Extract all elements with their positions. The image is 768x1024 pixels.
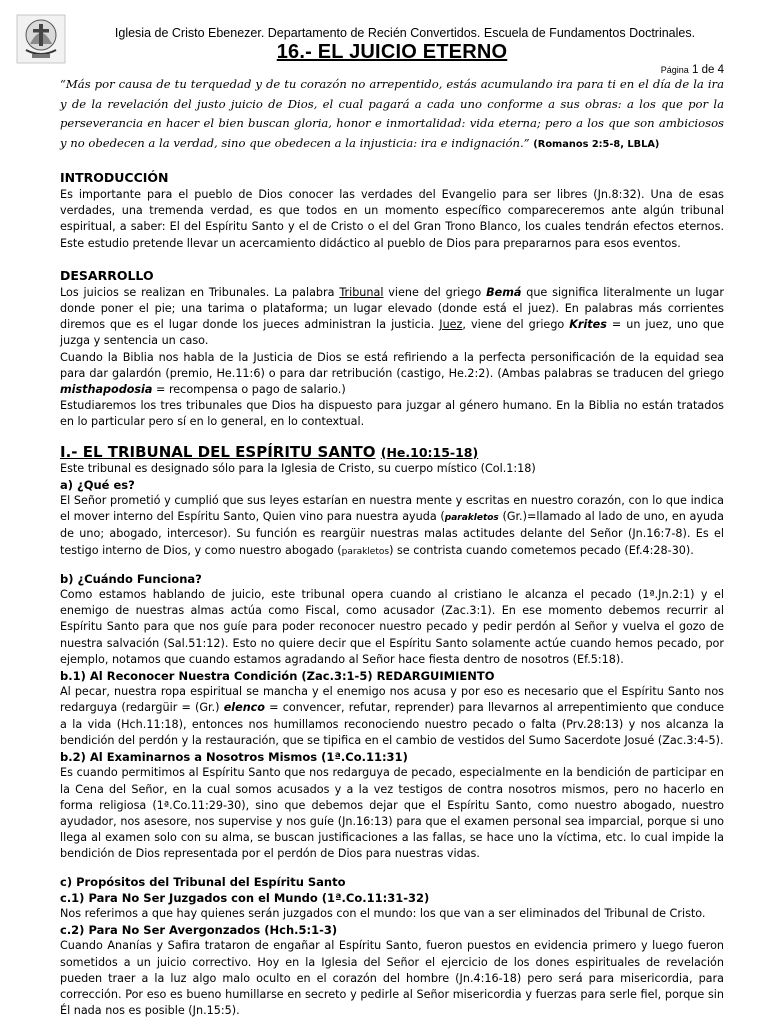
page-title: 16.- EL JUICIO ETERNO bbox=[276, 41, 508, 63]
document-page bbox=[60, 14, 724, 1019]
page-count: 1 de 4 bbox=[692, 64, 724, 76]
subsection-b-text: Como estamos hablando de juicio, este tribunal opera cuando al cristiano le alcanza el pecado (1ª.Jn.2:1) y el enemigo de nuestras almas actúa como Fiscal, como acusador (Zac.3:1). En ese momento debemos recurrir al Espíritu Santo para que nos guíe para poder reconocer nuestro pecado y pedir perdón al Señor y vuelva el gozo de nuestra salvación (Sal.51:12). Esto no quiere decir que el Espíritu Santo solamente actúe cuando hemos pecado, por ejemplo, notamos que cuando estamos agradando al Señor hace fiesta dentro de nosotros (Ef.5:18). bbox=[60, 588, 724, 666]
subsection-b2-text: Es cuando permitimos al Espíritu Santo que nos redarguya de pecado, especialmente en la bendición de participar en la Cena del Señor, en la cual somos acusados y a la vez testigos de contra nosotros mismos, pero no hacerlo en forma religiosa (1ª.Co.11:29-30), sino que debemos dejar que el Espíritu Santo, como nuestro abogado, nuestro ayudador, nos asesore, nos supervise y nos guíe (Jn.16:13) para que el examen personal sea imparcial, porque si uno llega al examen solo con su alma, se buscan justificaciones a las fallas, se hace uno la víctima, etc. lo cual impide la bendición de Dios representada por el perdón de Dios para nuestras vidas. bbox=[60, 766, 724, 861]
term-parakletos-2: parakletos bbox=[341, 546, 390, 557]
subsection-a-text: El Señor prometió y cumplió que sus leyes estarían en nuestra mente y escritas en nuestro corazón, con lo que indica el mover interno del Espíritu Santo, Quien vino para nuestra ayuda (parakletos (Gr.)=llamado al lado de uno, en ayuda de uno; abogado, intercesor). Su función es reargüir nuestras malas actitudes delante del Señor (Jn.16:7-8). Es el testigo interno de Dios, y como nuestro abogado (parakletos) se contrista cuando cometemos pecado (Ef.4:28-30). bbox=[60, 494, 724, 557]
subsection-c-heading: c) Propósitos del Tribunal del Espíritu Santo bbox=[60, 874, 346, 889]
desarrollo-paragraph-1: Los juicios se realizan en Tribunales. La palabra Tribunal viene del griego Bemá que significa literalmente un lugar donde poner el pie; una tarima o plataforma; un lugar elevado (donde está el juez). En palabras más corrientes diremos que es el lugar donde los jueces administran la justicia. Juez, viene del griego Krites = un juez, uno que juzga y sentencia un caso. bbox=[60, 285, 725, 348]
church-logo bbox=[16, 14, 66, 64]
term-juez: Juez bbox=[439, 318, 463, 332]
subsection-b1-text: Al pecar, nuestra ropa espiritual se mancha y el enemigo nos acusa y por eso es necesario que el Espíritu Santo nos redarguya (redargüir = (Gr.) elenco = convencer, refutar, reprender) para llevarnos al arrepentimiento que conduce a la vida (Hch.11:18), entonces nos humillamos reconociendo nuestro pecado o falta (Prv.28:13) y nos alcanza la bendición del perdón y la restauración, que se tipifica en el cambio de vestidos del Sumo Sacerdote Josué (Zac.3:4-5). bbox=[60, 685, 724, 747]
intro-text: Es importante para el pueblo de Dios conocer las verdades del Evangelio para ser libres (Jn.8:32). Una de esas verdades, una tremenda verdad, es que todos en un momento específico compareceremos ante algún tribunal espiritual, a saber: El del Espíritu Santo y el de Cristo o el del Gran Trono Blanco, los cuales tendrán efectos eternos. Este estudio pretende llevar un acercamiento didáctico al pueblo de Dios para prepararnos para esos eventos. bbox=[60, 188, 724, 250]
term-parakletos: parakletos bbox=[444, 513, 499, 524]
subsection-b1-heading: b.1) Al Reconocer Nuestra Condición (Zac.3:1-5) REDARGUIMIENTO bbox=[60, 669, 495, 684]
subsection-a-heading: a) ¿Qué es? bbox=[60, 477, 135, 492]
subsection-b2-heading: b.2) Al Examinarnos a Nosotros Mismos (1ª.Co.11:31) bbox=[60, 750, 408, 765]
subsection-c1-text: Nos referimos a que hay quienes serán juzgados con el mundo: los que van a ser eliminados del Tribunal de Cristo. bbox=[60, 906, 706, 920]
section-1-intro: Este tribunal es designado sólo para la Iglesia de Cristo, su cuerpo místico (Col.1:18) bbox=[60, 461, 536, 475]
intro-heading: INTRODUCCIÓN bbox=[60, 170, 169, 185]
term-misthapodosia: misthapodosia bbox=[60, 383, 153, 397]
subsection-c2-heading: c.2) Para No Ser Avergonzados (Hch.5:1-3) bbox=[60, 923, 338, 938]
subsection-b-heading: b) ¿Cuándo Funciona? bbox=[60, 571, 202, 586]
term-tribunal: Tribunal bbox=[339, 285, 384, 299]
epigraph-quote bbox=[60, 75, 724, 154]
quote-text: “Más por causa de tu terquedad y de tu corazón no arrepentido, estás acumulando ira para ti en el día de la ira y de la revelación del justo juicio de Dios, el cual pagará a cada uno conforme a sus obras: a los que por la perseverancia en hacer el bien buscan gloria, honor e inmortalidad: vida eterna; pero a los que son ambiciosos y no obedecen a la verdad, sino que obedecen a la injusticia: ira e indignación.” bbox=[60, 77, 724, 150]
quote-reference: (Romanos 2:5-8, LBLA) bbox=[533, 138, 660, 150]
desarrollo-paragraph-3: Estudiaremos los tres tribunales que Dios ha dispuesto para juzgar al género humano. En la Biblia no están tratados en lo particular pero sí en lo general, en lo contextual. bbox=[60, 399, 724, 429]
desarrollo-paragraph-2: Cuando la Biblia nos habla de la Justicia de Dios se está refiriendo a la perfecta personificación de la equidad sea para dar galardón (premio, He.11:6) o para dar retribución (castigo, He.2:2). (Ambas palabras se traducen del griego misthapodosia = recompensa o pago de salario.) bbox=[60, 350, 724, 397]
term-krites: Krites bbox=[569, 318, 607, 332]
page-label: Página bbox=[660, 65, 689, 75]
desarrollo-heading: DESARROLLO bbox=[60, 267, 154, 283]
term-elenco: elenco bbox=[223, 701, 265, 715]
subsection-c1-heading: c.1) Para No Ser Juzgados con el Mundo (1ª.Co.11:31-32) bbox=[60, 890, 430, 905]
org-header: Iglesia de Cristo Ebenezer. Departamento de Recién Convertidos. Escuela de Fundamentos Doctrinales. bbox=[114, 26, 696, 40]
section-1-ref: (He.10:15-18) bbox=[380, 444, 479, 460]
subsection-c2-text: Cuando Ananías y Safira trataron de engañar al Espíritu Santo, fueron puestos en evidencia primero y luego fueron sometidos a un juicio correctivo. Hoy en la Iglesia del Señor el ejercicio de los dones espirituales de revelación pueden traer a la luz algo malo oculto en el corazón del hombre (Jn.4:16-18) pero será para misericordia, para corrección. Por eso es bueno humillarse en secreto y pedirle al Señor misericordia y fuerzas para serle fiel, porque sin Él nada nos es posible (Jn.15:5). bbox=[60, 939, 724, 1018]
section-1-heading: I.- EL TRIBUNAL DEL ESPÍRITU SANTO (He.10:15-18) bbox=[60, 442, 479, 461]
term-bema: Bemá bbox=[486, 285, 522, 299]
